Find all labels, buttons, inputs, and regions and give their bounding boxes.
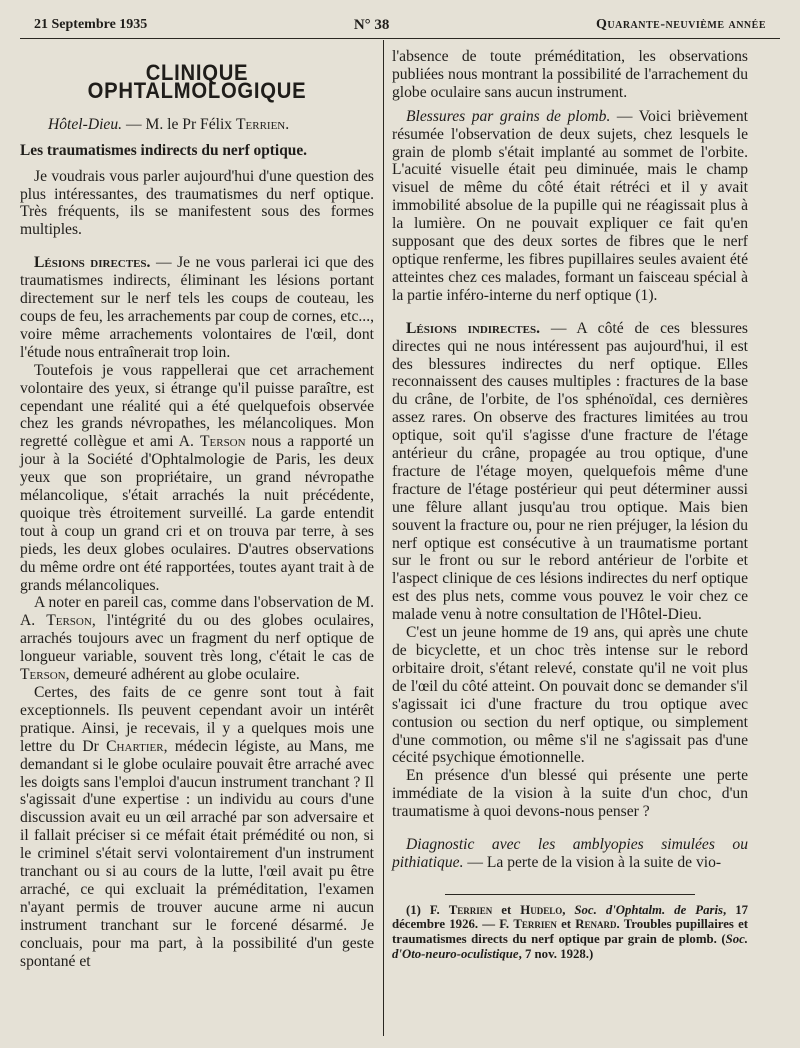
lecture-byline (20, 116, 374, 134)
journal-title: Soc. d'Ophtalm. de Paris (574, 902, 723, 917)
author-name: Hudelo (520, 902, 563, 917)
paragraph: Je voudrais vous parler aujourd'hui d'une question des plus intéressantes, des traumatismes du nerf optique. Très fréquents, ils se manifestent sous des formes multiples. (20, 167, 374, 239)
header-rule (20, 38, 780, 39)
author-name: Terrien (513, 917, 557, 932)
paragraph (392, 320, 748, 624)
author-name: Renard (575, 917, 617, 932)
footnote-text: (1) F. (406, 902, 449, 917)
author-name: Terson (46, 612, 92, 630)
paragraph-lead: Diagnostic avec les amblyopies simulées ou pithiatique. (392, 836, 748, 871)
column-divider (383, 40, 384, 1036)
section-title: CLINIQUE OPHTALMOLOGIQUE (87, 60, 307, 103)
paragraph (20, 684, 374, 971)
article-subtitle: Les traumatismes indirects du nerf optique. (20, 141, 308, 159)
header-date: 21 Septembre 1935 (34, 17, 148, 32)
paragraph (392, 836, 748, 872)
paragraph-text: Certes, des faits de ce genre sont tout à fait exceptionnels. Ils peuvent cependant avoir un intérêt pratique. Ainsi, je recevais, il y a quelques mois une lettre du Dr (20, 684, 374, 755)
author-name: Terson (20, 666, 66, 684)
paragraph-text: , demeuré adhérent au globe oculaire. (65, 666, 300, 684)
author-name: Terson (199, 433, 246, 451)
header-issue-number: N° 38 (353, 16, 390, 33)
footnote (392, 903, 748, 961)
paragraph-text: — La perte de la vision à la suite de vio- (463, 853, 722, 871)
paragraph-lead: Blessures par grains de plomb. (406, 107, 611, 125)
paragraph-text: — A côté de ces blessures directes qui ne nous intéressent pas aujourd'hui, il est des blessures indirectes du nerf optique. Elles reconnaissent des causes multiples : fractures de la base du crâne, de l'orbite, de l'os sphénoïdal, ces dernières assez rares. On observe des fractures limitées au trou optique, soit qu'il s'agisse d'une fracture de l'étage antérieur du crâne, propagée au trou optique, d'une fracture de l'étage moyen, quelquefois même d'une fracture de l'étage postérieur qui peut déterminer aussi une fêlure allant jusqu'au trou optique. Mais bien souvent la fracture ou, pour ne rien préjuger, la lésion du nerf optique est consécutive à un traumatisme portant sur le front ou sur le rebord antérieur de l'orbite et l'aspect clinique de ces lésions indirectes du nerf optique est des plus nets, comme vous pouvez le voir chez ce malade venu à notre consultation de l'Hôtel-Dieu. (392, 319, 748, 624)
paragraph-text: Toutefois je vous rappellerai que cet arrachement volontaire des yeux, si étrange qu'il puisse paraître, est cependant une réalité qui a été quelquefois observée chez les grands névropathes, les mélancoliques. Mon regretté collègue et ami A. (20, 361, 374, 451)
paragraph-lead: Lésions directes. (34, 254, 151, 272)
paragraph (20, 362, 374, 595)
paragraph-text: , l'intégrité du ou des globes oculaires, arrachés toujours avec un fragment du nerf optique de longueur variable, souvent très long, c'était le cas de (20, 612, 374, 666)
paragraph: C'est un jeune homme de 19 ans, qui après une chute de bicyclette, et un choc très intense sur le rebord orbitaire droit, s'étant relevé, constate qu'il ne voit plus de l'œil du côté atteint. On pouvait donc se demander s'il s'agissait ici d'une fracture du trou optique avec contusion ou section du nerf optique, ou simplement d'une commotion, ou même s'il ne s'agissait pas d'une cécité psychique émotionnelle. (392, 624, 748, 767)
paragraph-text: , médecin légiste, au Mans, me demandant si le globe oculaire pouvait être arraché avec les doigts sans l'emploi d'aucun instrument tranchant ? Il s'agissait d'une expertise : un individu au cours d'une discussion avait eu un œil arraché par son adversaire et il fallait préciser si ce méfait était prémédité ou non, si le criminel s'était servi volontairement d'un instrument tranchant ou si au cours de la lutte, l'œil avait pu être arraché, ce qui excluait la préméditation, l'examen n'ayant permis de trouver aucune arme ni aucun instrument tranchant sur le forcené désarmé. Je concluais, pour ma part, à la possibilité d'un geste spontané et (20, 737, 374, 970)
footnote-text: , 17 décembre 1926. — F. (392, 902, 748, 932)
lecture-end: . (285, 115, 290, 133)
right-column (392, 48, 748, 961)
footnote-text: . Troubles pupillaires et traumatismes directs du nerf optique par grain de plomb. ( (392, 917, 749, 947)
paragraph-lead: Lésions indirectes. (406, 319, 540, 337)
paragraph (20, 254, 374, 361)
running-header (34, 14, 766, 36)
paragraph-text: nous a rapporté un jour à la Société d'Ophtalmologie de Paris, les deux yeux que son propriétaire, un grand névropathe mélancolique, s'était arrachés la nuit précédente, quoique très étroitement surveillé. La garde entendit tout à coup un grand cri et on trouva par terre, à ses pieds, les deux globes oculaires. D'autres observations du même ordre ont été rapportées, toutes ayant trait à de grands mélancoliques. (20, 433, 374, 594)
paragraph (392, 108, 748, 305)
paragraph-text: — Je ne vous parlerai ici que des traumatismes indirects, éliminant les lésions portant directement sur le nerf tels les coups de couteau, les coups de feu, les arrachements par coup de cornes, etc..., voire même arrachements volontaires de l'œil, dont l'étude nous entraînerait trop loin. (20, 254, 374, 361)
paragraph-text: A noter en pareil cas, comme dans l'observation de M. A. (20, 594, 374, 630)
paragraph (20, 594, 374, 684)
paragraph-text: — Voici brièvement résumée l'observation de deux sujets, chez lesquels le grain de plomb s'était implanté au sommet de l'orbite. L'acuité visuelle était peu diminuée, mais le champ visuel de même du côté était rétréci et il y avait immobilité absolue de la pupille qui ne réagissait plus à la lumière. On ne pouvait expliquer ce fait qu'en supposant que des deux sortes de fibres que le nerf optique renferme, les fibres pupillaires seules avaient été atteintes chez ces malades, formant un faisceau spécial à la partie inféro-interne du nerf optique (1). (392, 107, 748, 304)
footnote-text: et (492, 902, 521, 917)
lecture-place: Hôtel-Dieu. (48, 115, 123, 133)
paragraph: En présence d'un blessé qui présente une perte immédiate de la vision à la suite d'un choc, d'un traumatisme à quoi devons-nous penser ? (392, 767, 748, 821)
footnote-rule (445, 894, 695, 895)
author-name: Chartier (106, 737, 164, 755)
footnote-text: et (556, 917, 576, 932)
author-name: Terrien (448, 902, 493, 917)
footnote-text: , 7 nov. 1928.) (518, 946, 594, 961)
journal-title: Soc. d'Oto-neuro-oculistique (392, 932, 748, 961)
lecture-dash: — M. le Pr Félix (122, 115, 236, 133)
paragraph: l'absence de toute préméditation, les observations publiées nous montrant la possibilité de l'arrachement du globe oculaire sans aucun instrument. (392, 48, 748, 101)
left-column (20, 48, 374, 971)
lecture-name: Terrien (236, 115, 286, 133)
header-year: Quarante-neuvième année (595, 17, 766, 32)
footnote-text: , (562, 902, 575, 917)
